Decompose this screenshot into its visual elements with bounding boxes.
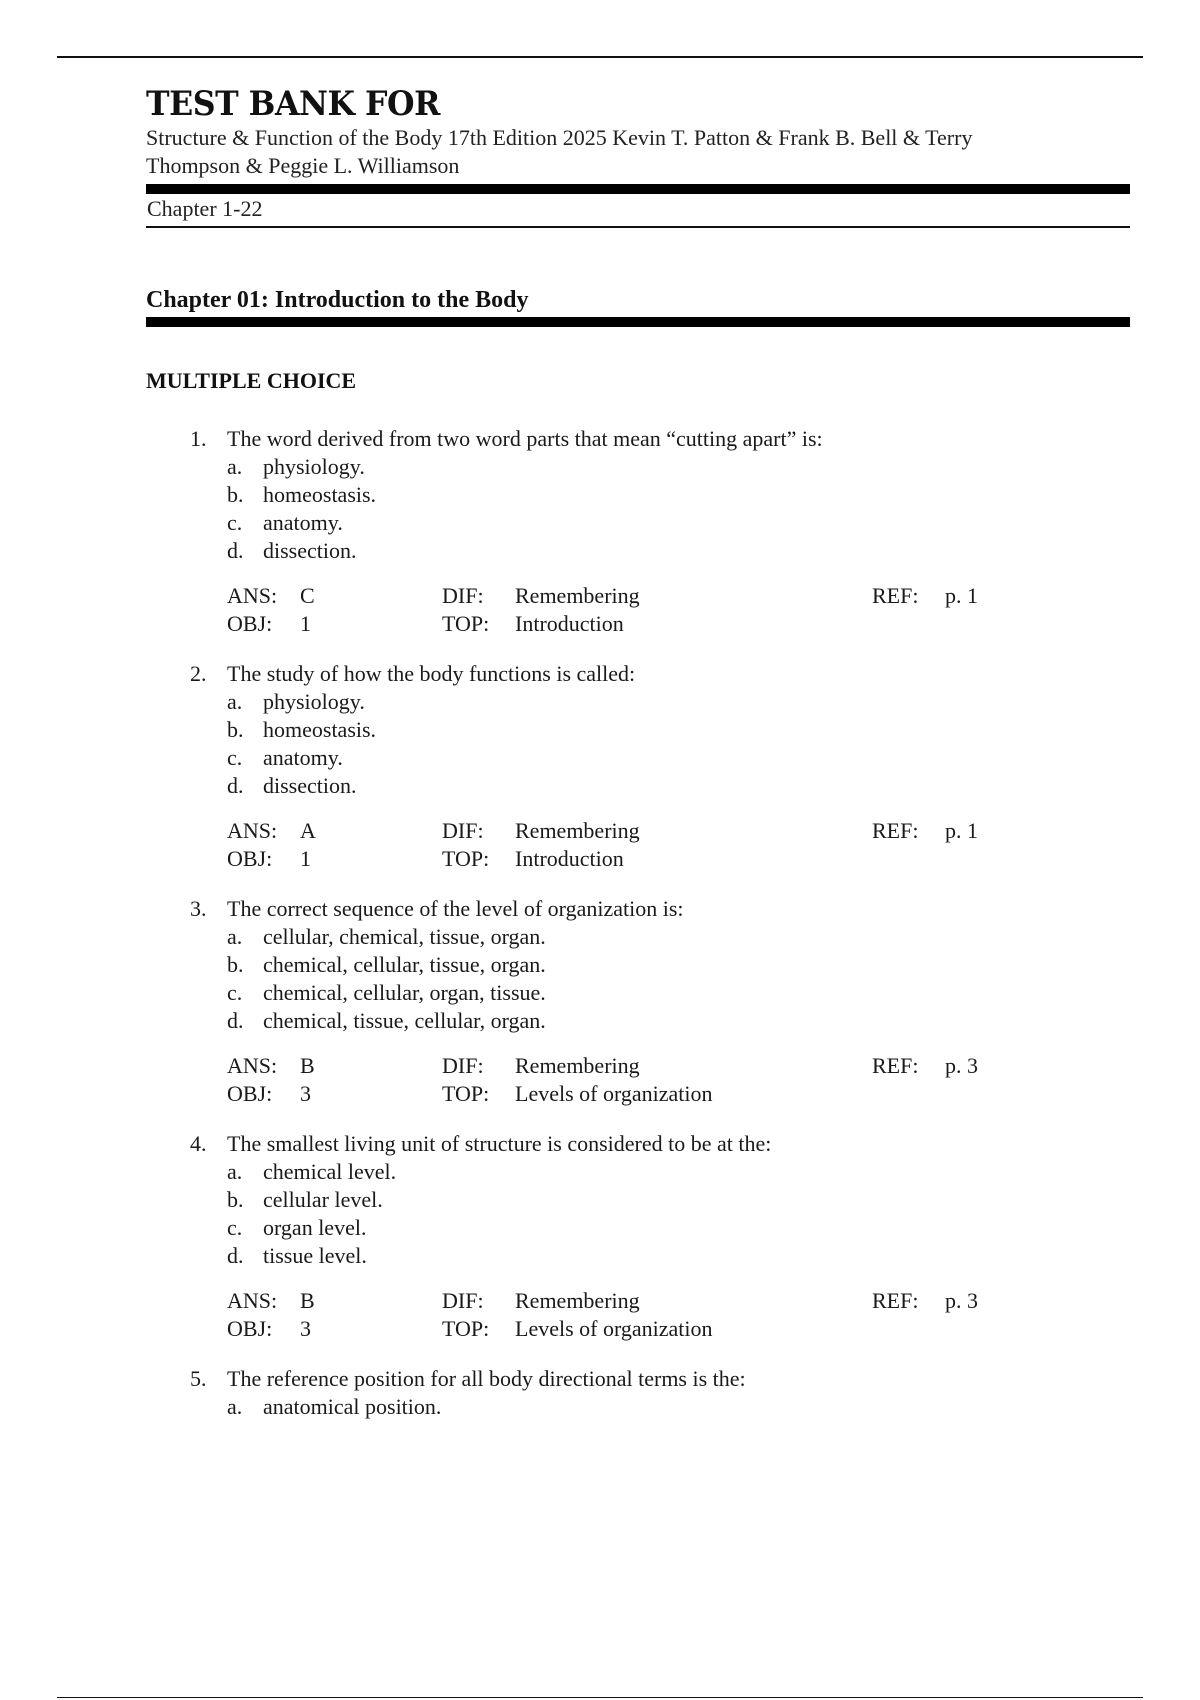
chapter-title: Chapter 01: Introduction to the Body xyxy=(146,287,529,313)
answer-option xyxy=(0,772,1200,800)
ref-value: p. 1 xyxy=(945,583,978,608)
metadata-row xyxy=(0,582,1200,610)
dif-value: Remembering xyxy=(515,1288,640,1313)
option-letter: c. xyxy=(227,980,243,1005)
question-line xyxy=(0,425,1200,453)
option-text: chemical, tissue, cellular, organ. xyxy=(263,1008,546,1033)
ref-label: REF: xyxy=(872,1053,919,1078)
option-letter: c. xyxy=(227,510,243,535)
dif-label: DIF: xyxy=(442,583,484,608)
ans-value: C xyxy=(300,583,315,608)
answer-option xyxy=(0,716,1200,744)
answer-metadata xyxy=(0,817,1200,873)
question-text: The smallest living unit of structure is considered to be at the: xyxy=(227,1131,772,1156)
dif-label: DIF: xyxy=(442,818,484,843)
document-title: TEST BANK FOR xyxy=(146,84,440,124)
option-letter: a. xyxy=(227,1394,243,1419)
answer-option xyxy=(0,979,1200,1007)
dif-value: Remembering xyxy=(515,818,640,843)
answer-option xyxy=(0,744,1200,772)
ans-value: B xyxy=(300,1053,315,1078)
option-letter: a. xyxy=(227,1159,243,1184)
option-letter: b. xyxy=(227,952,244,977)
answer-metadata xyxy=(0,1287,1200,1343)
option-letter: d. xyxy=(227,1008,244,1033)
dif-label: DIF: xyxy=(442,1288,484,1313)
answer-option xyxy=(0,537,1200,565)
option-text: chemical, cellular, tissue, organ. xyxy=(263,952,546,977)
obj-value: 3 xyxy=(300,1081,311,1106)
answer-metadata xyxy=(0,1052,1200,1108)
question-text: The reference position for all body directional terms is the: xyxy=(227,1366,746,1391)
obj-label: OBJ: xyxy=(227,1081,273,1106)
question-item xyxy=(0,895,1200,1108)
top-value: Levels of organization xyxy=(515,1316,713,1341)
option-text: dissection. xyxy=(263,773,357,798)
ref-value: p. 3 xyxy=(945,1288,978,1313)
option-letter: b. xyxy=(227,717,244,742)
option-letter: d. xyxy=(227,538,244,563)
question-line xyxy=(0,1365,1200,1393)
ans-label: ANS: xyxy=(227,583,278,608)
book-title-line-1: Structure & Function of the Body 17th Edition 2025 Kevin T. Patton & Frank B. Bell & Terry xyxy=(146,125,973,150)
bottom-page-rule xyxy=(57,1697,1143,1698)
ans-label: ANS: xyxy=(227,1053,278,1078)
option-text: physiology. xyxy=(263,454,365,479)
top-value: Levels of organization xyxy=(515,1081,713,1106)
top-label: TOP: xyxy=(442,611,490,636)
option-letter: a. xyxy=(227,454,243,479)
ans-label: ANS: xyxy=(227,818,278,843)
header-thin-divider xyxy=(146,226,1130,228)
answer-option xyxy=(0,481,1200,509)
book-title-line-2: Thompson & Peggie L. Williamson xyxy=(146,153,460,178)
option-text: anatomy. xyxy=(263,745,343,770)
question-line xyxy=(0,660,1200,688)
question-line xyxy=(0,895,1200,923)
ref-label: REF: xyxy=(872,583,919,608)
option-text: homeostasis. xyxy=(263,717,377,742)
ans-value: B xyxy=(300,1288,315,1313)
ans-value: A xyxy=(300,818,316,843)
chapter-heading-block xyxy=(146,285,1130,327)
option-text: physiology. xyxy=(263,689,365,714)
chapter-divider xyxy=(146,317,1130,327)
option-text: chemical level. xyxy=(263,1159,397,1184)
question-item xyxy=(0,1365,1200,1421)
metadata-row xyxy=(0,1287,1200,1315)
option-text: organ level. xyxy=(263,1215,367,1240)
answer-option xyxy=(0,1158,1200,1186)
header-thick-divider xyxy=(146,184,1130,194)
option-text: anatomy. xyxy=(263,510,343,535)
question-number: 3. xyxy=(190,896,207,921)
ref-label: REF: xyxy=(872,818,919,843)
obj-value: 3 xyxy=(300,1316,311,1341)
option-letter: c. xyxy=(227,1215,243,1240)
question-line xyxy=(0,1130,1200,1158)
obj-value: 1 xyxy=(300,611,311,636)
ref-label: REF: xyxy=(872,1288,919,1313)
answer-option xyxy=(0,688,1200,716)
question-list xyxy=(0,425,1200,1443)
option-letter: d. xyxy=(227,1243,244,1268)
ans-label: ANS: xyxy=(227,1288,278,1313)
metadata-row xyxy=(0,845,1200,873)
answer-option xyxy=(0,923,1200,951)
metadata-row xyxy=(0,1052,1200,1080)
question-number: 4. xyxy=(190,1131,207,1156)
answer-option xyxy=(0,509,1200,537)
question-number: 1. xyxy=(190,426,207,451)
top-label: TOP: xyxy=(442,1316,490,1341)
option-text: chemical, cellular, organ, tissue. xyxy=(263,980,546,1005)
option-text: cellular, chemical, tissue, organ. xyxy=(263,924,546,949)
section-heading: MULTIPLE CHOICE xyxy=(146,368,357,393)
answer-option xyxy=(0,1214,1200,1242)
ref-value: p. 3 xyxy=(945,1053,978,1078)
dif-label: DIF: xyxy=(442,1053,484,1078)
question-item xyxy=(0,425,1200,638)
option-text: anatomical position. xyxy=(263,1394,442,1419)
option-letter: b. xyxy=(227,482,244,507)
option-text: cellular level. xyxy=(263,1187,383,1212)
metadata-row xyxy=(0,1315,1200,1343)
option-letter: a. xyxy=(227,924,243,949)
question-item xyxy=(0,660,1200,873)
question-number: 2. xyxy=(190,661,207,686)
top-page-rule xyxy=(57,56,1143,58)
chapter-range: Chapter 1-22 xyxy=(147,196,263,221)
metadata-row xyxy=(0,610,1200,638)
answer-option xyxy=(0,1186,1200,1214)
answer-option xyxy=(0,951,1200,979)
question-number: 5. xyxy=(190,1366,207,1391)
question-text: The correct sequence of the level of organization is: xyxy=(227,896,684,921)
option-letter: c. xyxy=(227,745,243,770)
dif-value: Remembering xyxy=(515,583,640,608)
obj-label: OBJ: xyxy=(227,611,273,636)
option-letter: a. xyxy=(227,689,243,714)
answer-option xyxy=(0,453,1200,481)
obj-label: OBJ: xyxy=(227,1316,273,1341)
top-value: Introduction xyxy=(515,611,624,636)
option-text: homeostasis. xyxy=(263,482,377,507)
document-header xyxy=(146,84,1130,228)
metadata-row xyxy=(0,1080,1200,1108)
question-text: The word derived from two word parts that mean “cutting apart” is: xyxy=(227,426,823,451)
answer-metadata xyxy=(0,582,1200,638)
ref-value: p. 1 xyxy=(945,818,978,843)
option-text: dissection. xyxy=(263,538,357,563)
question-text: The study of how the body functions is called: xyxy=(227,661,636,686)
obj-label: OBJ: xyxy=(227,846,273,871)
option-letter: d. xyxy=(227,773,244,798)
option-text: tissue level. xyxy=(263,1243,367,1268)
top-value: Introduction xyxy=(515,846,624,871)
metadata-row xyxy=(0,817,1200,845)
answer-option xyxy=(0,1007,1200,1035)
answer-option xyxy=(0,1242,1200,1270)
top-label: TOP: xyxy=(442,846,490,871)
option-letter: b. xyxy=(227,1187,244,1212)
answer-option xyxy=(0,1393,1200,1421)
question-item xyxy=(0,1130,1200,1343)
dif-value: Remembering xyxy=(515,1053,640,1078)
top-label: TOP: xyxy=(442,1081,490,1106)
obj-value: 1 xyxy=(300,846,311,871)
